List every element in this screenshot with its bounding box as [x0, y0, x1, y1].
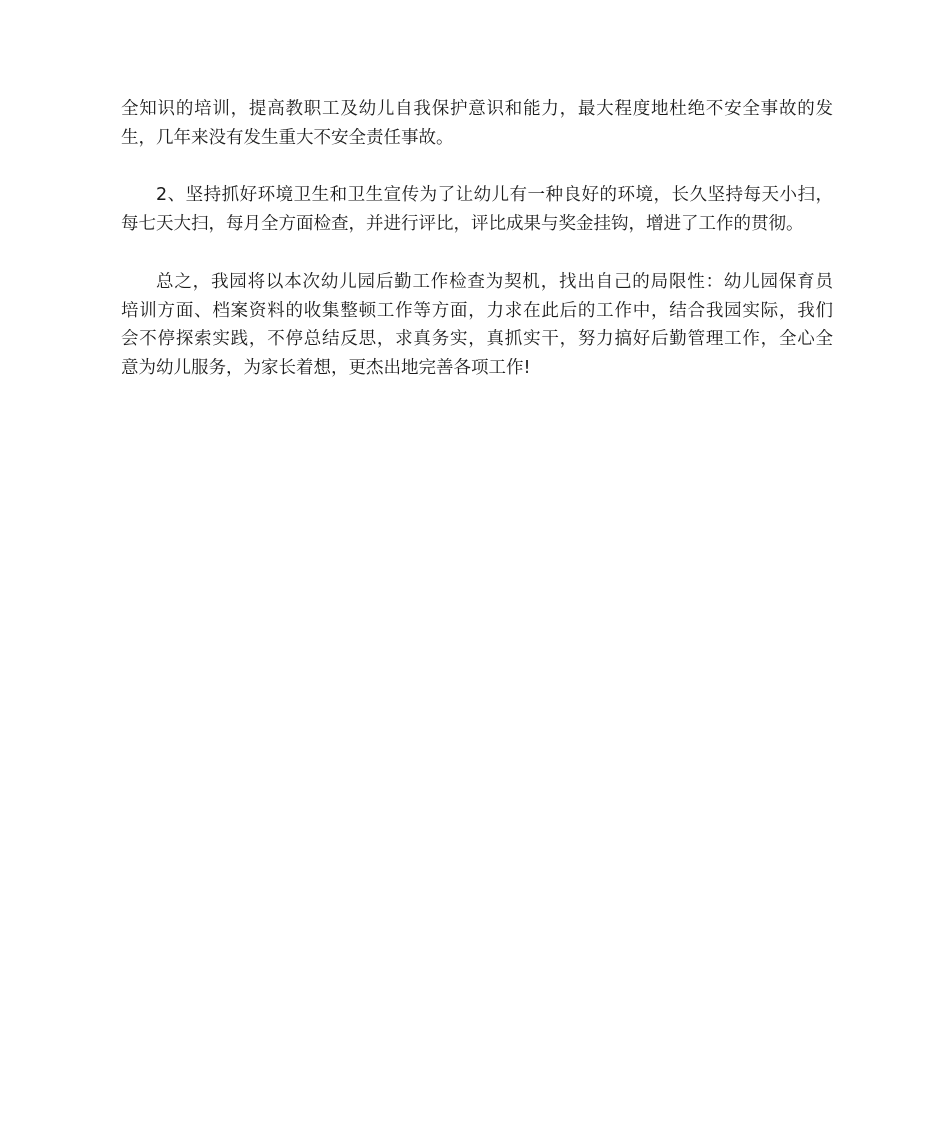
paragraph-line: 每七天大扫，每月全方面检查，并进行评比，评比成果与奖金挂钩，增进了工作的贯彻。	[121, 214, 804, 235]
document-body	[121, 95, 833, 412]
paragraph-safety-training	[121, 95, 833, 152]
paragraph-line: 会不停探索实践，不停总结反思，求真务实，真抓实干，努力搞好后勤管理工作，全心全	[121, 329, 833, 350]
paragraph-line: 意为幼儿服务，为家长着想，更杰出地完善各项工作!	[121, 357, 531, 378]
paragraph-line: 2、坚持抓好环境卫生和卫生宣传为了让幼儿有一种良好的环境，长久坚持每天小扫，	[156, 185, 833, 206]
paragraph-line: 培训方面、档案资料的收集整顿工作等方面，力求在此后的工作中，结合我园实际，我们	[121, 300, 833, 321]
paragraph-conclusion	[121, 268, 833, 383]
paragraph-line: 总之，我园将以本次幼儿园后勤工作检查为契机，找出自己的局限性：幼儿园保育员	[156, 271, 833, 292]
paragraph-environment-hygiene	[121, 181, 833, 238]
paragraph-line: 生，几年来没有发生重大不安全责任事故。	[121, 127, 454, 148]
paragraph-line: 全知识的培训，提高教职工及幼儿自我保护意识和能力，最大程度地杜绝不安全事故的发	[121, 99, 833, 119]
